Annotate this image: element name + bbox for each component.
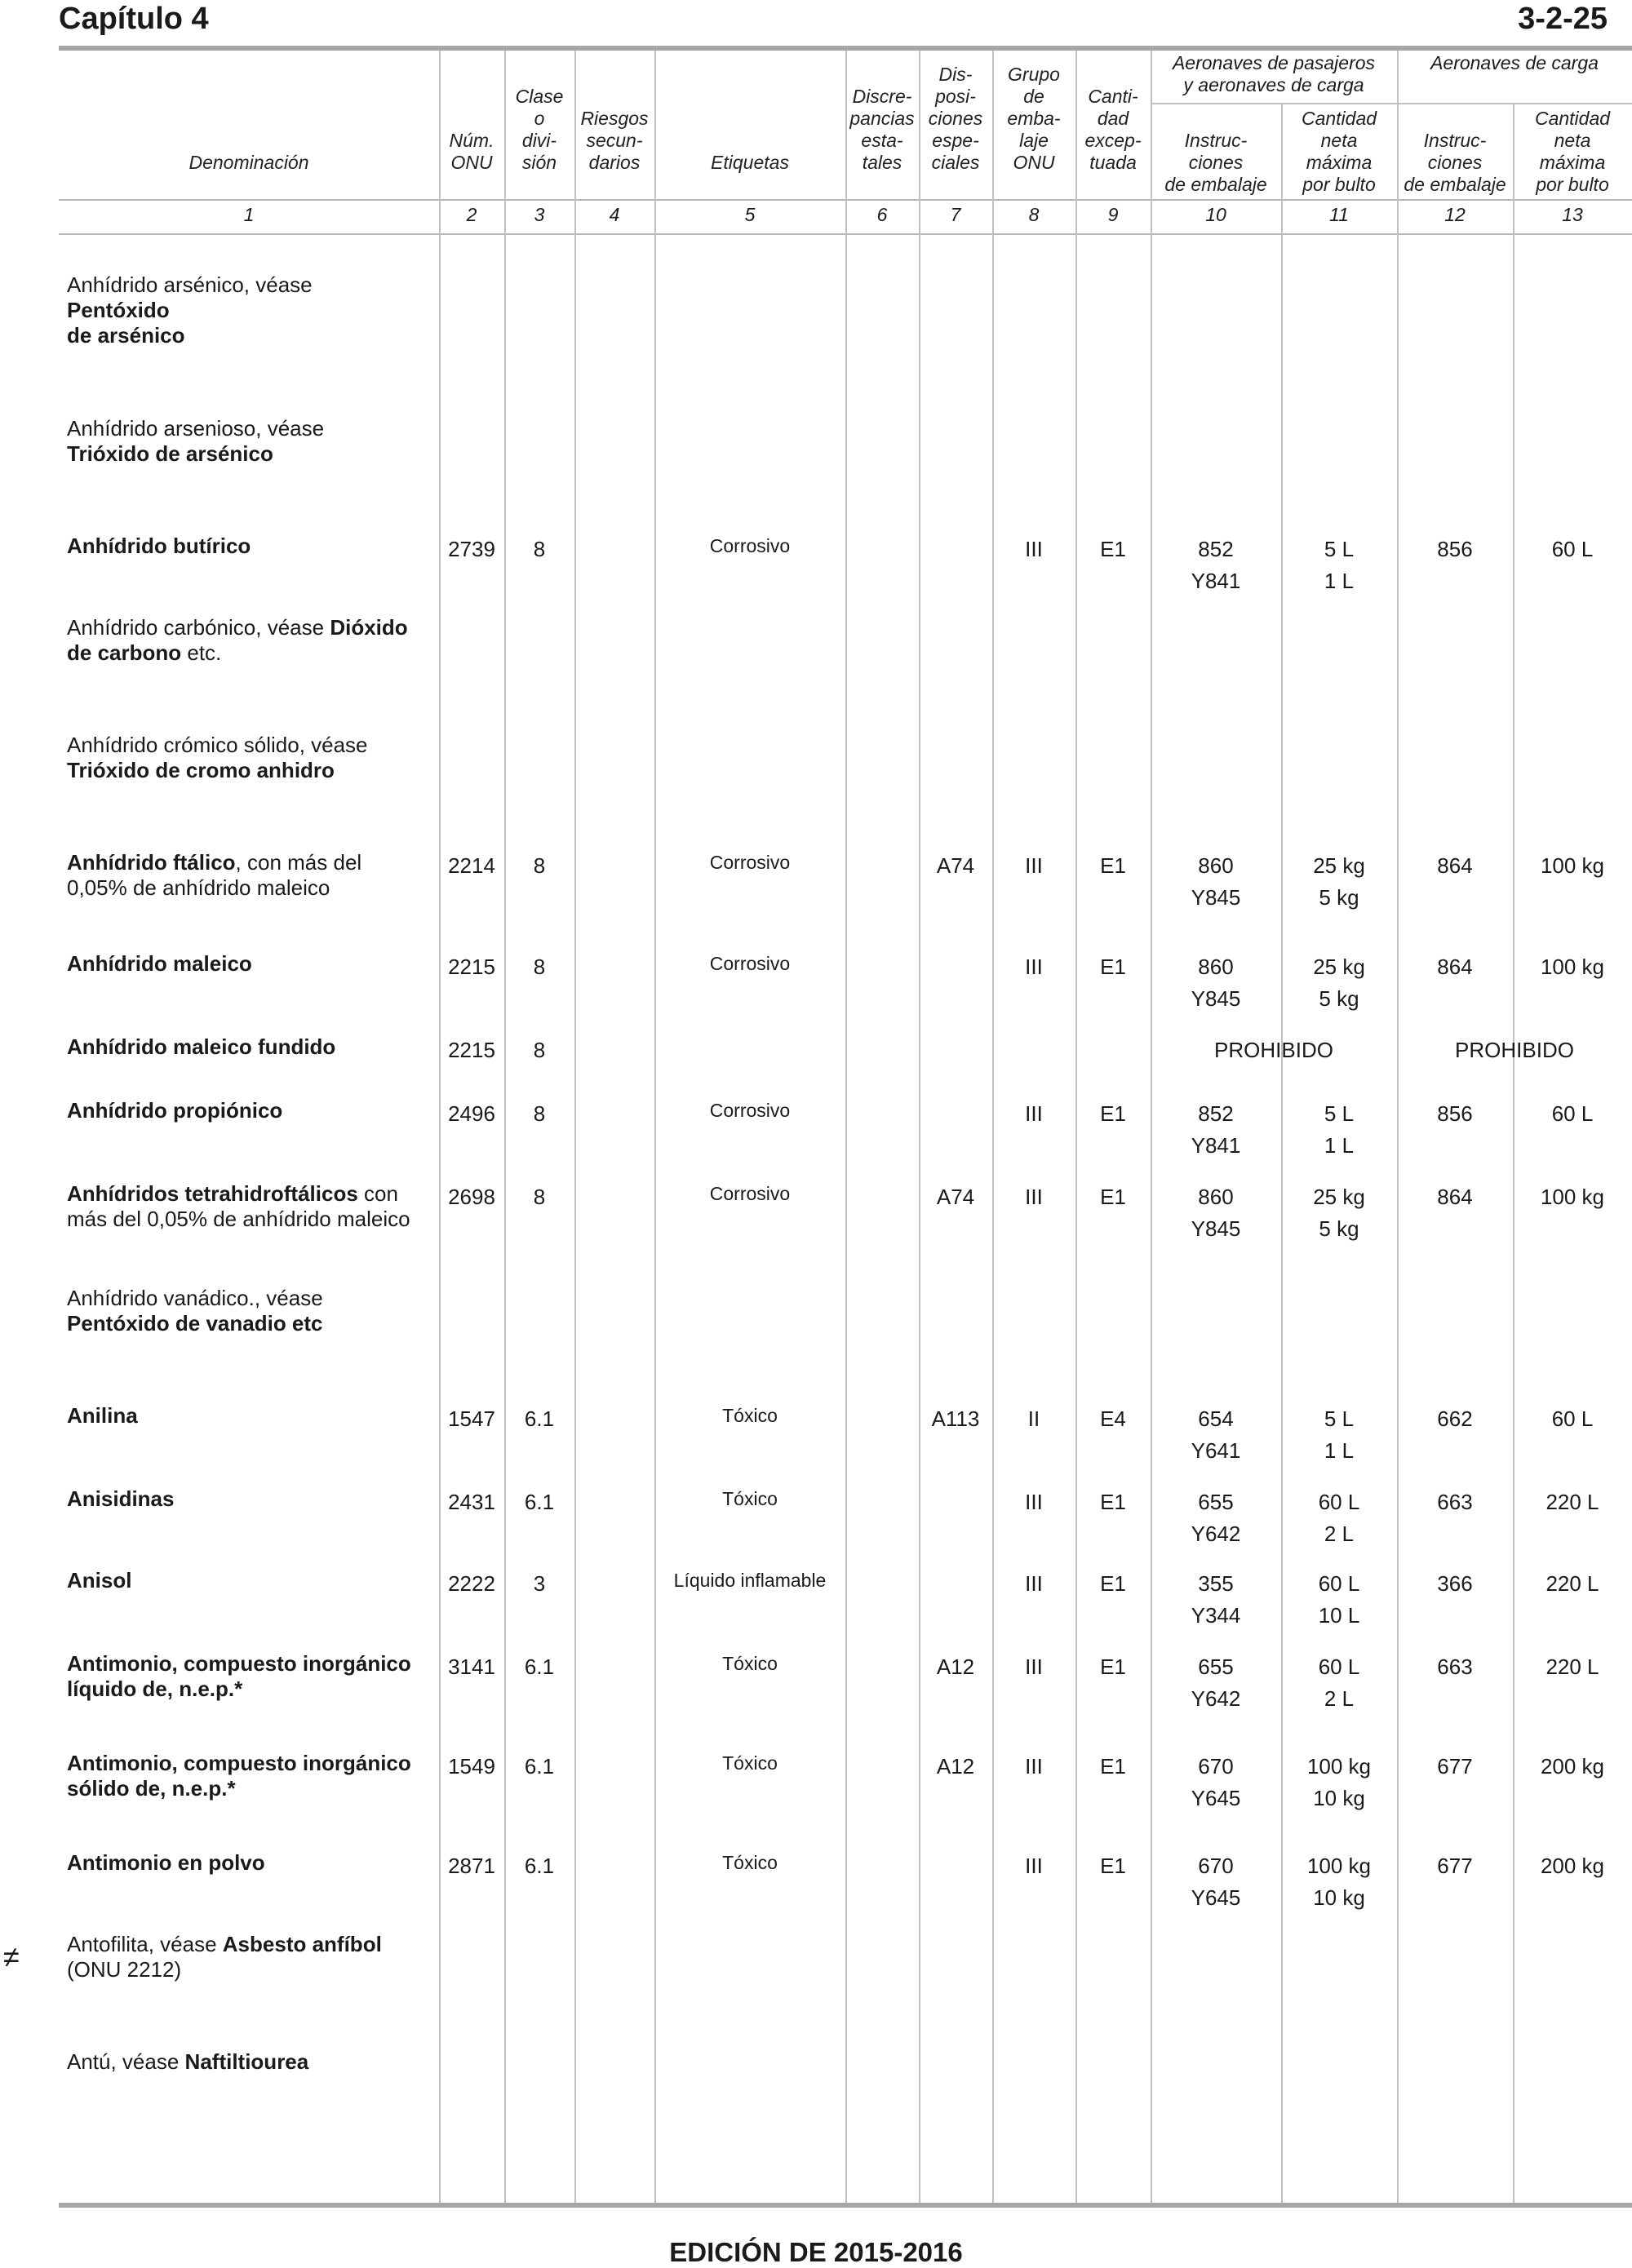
cell-cls: 8 — [533, 1185, 546, 1209]
substance-name — [67, 1286, 442, 1336]
col-divider — [1151, 51, 1152, 2203]
cell-un: 2698 — [448, 1185, 495, 1209]
cell-pg: III — [1025, 537, 1043, 561]
cell-pi1: 670 — [1198, 1854, 1234, 1878]
cell-lbl: Líquido inflamable — [673, 1570, 827, 1591]
cell-pg: III — [1025, 1754, 1043, 1779]
cell-pi2: 864 — [1437, 955, 1473, 979]
cell-lbl: Tóxico — [722, 1752, 778, 1774]
col-divider — [992, 51, 994, 2203]
cell-q2: 60 L — [1551, 1101, 1594, 1126]
col-number: 10 — [1205, 204, 1226, 225]
cell-q2: 220 L — [1546, 1571, 1599, 1596]
cell-un: 2871 — [448, 1854, 495, 1878]
chapter-title: Capítulo 4 — [59, 2, 209, 36]
col-header-disposiciones: Dis- posi- ciones espe- ciales — [928, 64, 983, 173]
name-prefix: Anhídrido carbónico, véase — [67, 615, 330, 640]
substance-name — [67, 1651, 442, 1702]
cell-pi1: 860 — [1198, 1185, 1234, 1209]
col-number: 5 — [744, 204, 756, 225]
cell-eq: E4 — [1100, 1406, 1126, 1431]
group-rule-pasajeros — [1151, 103, 1397, 104]
cell-pi1: 355 — [1198, 1571, 1234, 1596]
cell-pi1b: Y841 — [1191, 1133, 1241, 1158]
cell-pg: III — [1025, 853, 1043, 878]
cell-q2: 60 L — [1551, 537, 1594, 561]
name-bold: Naftiltiourea — [184, 2049, 309, 2074]
cell-pg: III — [1025, 1185, 1043, 1209]
substance-name — [67, 1850, 442, 1876]
group-header-pasajeros: Aeronaves de pasajeros y aeronaves de carga — [1172, 52, 1376, 95]
cell-un: 2739 — [448, 537, 495, 561]
cell-q1b: 5 kg — [1319, 986, 1359, 1011]
cell-q1b: 5 kg — [1319, 1216, 1359, 1241]
substance-name — [67, 1181, 442, 1232]
cell-cls: 8 — [533, 1038, 546, 1062]
name-suffix: con más del 0,05% de anhídrido maleico — [67, 1181, 410, 1231]
cell-pi2: 663 — [1437, 1654, 1473, 1679]
col-header-grupo: Grupo de emba- laje ONU — [1007, 64, 1061, 173]
page-number: 3-2-25 — [1518, 2, 1608, 36]
cell-un: 2222 — [448, 1571, 495, 1596]
col-divider — [654, 51, 656, 2203]
substance-name — [67, 534, 442, 559]
col-divider — [919, 51, 920, 2203]
cell-cls: 8 — [533, 1101, 546, 1126]
cell-pi1: 852 — [1198, 537, 1234, 561]
cell-q1b: 2 L — [1324, 1522, 1355, 1546]
cell-un: 2431 — [448, 1490, 495, 1514]
cell-pg: II — [1027, 1406, 1040, 1431]
cell-un: 2215 — [448, 1038, 495, 1062]
substance-name — [67, 850, 442, 901]
name-prefix: Antofilita, véase — [67, 1932, 223, 1956]
cell-pi2: 856 — [1437, 1101, 1473, 1126]
col-divider — [574, 51, 576, 2203]
name-bold: Anhídrido ftálico — [67, 850, 236, 875]
cell-pi1b: Y845 — [1191, 1216, 1241, 1241]
col-number: 6 — [876, 204, 888, 225]
cell-q1b: 5 kg — [1319, 885, 1359, 910]
cell-lbl: Corrosivo — [709, 535, 791, 556]
name-suffix: etc. — [181, 640, 222, 665]
cell-pi1: 852 — [1198, 1101, 1234, 1126]
col-divider — [439, 51, 441, 2203]
name-bold: Asbesto anfíbol — [222, 1932, 382, 1956]
cell-q2: 100 kg — [1540, 955, 1605, 979]
cell-lbl: Corrosivo — [709, 1183, 791, 1204]
name-prefix: Antú, véase — [67, 2049, 185, 2074]
col-header-instrucciones-2: Instruc- ciones de embalaje — [1404, 130, 1506, 195]
col-number: 2 — [466, 204, 477, 225]
col-number: 7 — [950, 204, 961, 225]
cell-q1: 25 kg — [1313, 1185, 1365, 1209]
name-prefix: Anhídrido crómico sólido, véase — [67, 733, 368, 757]
cell-q2: 100 kg — [1540, 853, 1605, 878]
cell-cls: 8 — [533, 537, 546, 561]
cell-cls: 6.1 — [524, 1490, 555, 1514]
cell-q1b: 10 kg — [1313, 1885, 1365, 1910]
cell-pi1b: Y645 — [1191, 1786, 1241, 1810]
cell-pg: III — [1025, 1571, 1043, 1596]
substance-name — [67, 416, 442, 467]
name-prefix: Anhídrido arsenioso, véase — [67, 416, 325, 441]
cell-cls: 6.1 — [524, 1854, 555, 1878]
col-number: 3 — [534, 204, 545, 225]
name-prefix: Anhídrido arsénico, véase — [67, 272, 313, 297]
cell-pg: III — [1025, 1854, 1043, 1878]
cell-sp: A12 — [936, 1654, 975, 1679]
cell-q1: 60 L — [1318, 1571, 1360, 1596]
substance-name — [67, 1034, 442, 1060]
cell-eq: E1 — [1100, 1101, 1126, 1126]
cell-q1: 60 L — [1318, 1654, 1360, 1679]
cell-eq: E1 — [1100, 1571, 1126, 1596]
col-number: 1 — [243, 204, 255, 225]
cell-eq: E1 — [1100, 1185, 1126, 1209]
cell-lbl: Tóxico — [722, 1405, 778, 1426]
cell-pg: III — [1025, 955, 1043, 979]
name-suffix: , con más del 0,05% de anhídrido maleico — [67, 850, 362, 900]
cell-eq: E1 — [1100, 1490, 1126, 1514]
col-number: 12 — [1444, 204, 1466, 225]
substance-name — [67, 1932, 442, 1982]
cell-pi2: 662 — [1437, 1406, 1473, 1431]
cell-eq: E1 — [1100, 1654, 1126, 1679]
cell-pi1b: Y845 — [1191, 986, 1241, 1011]
cell-q1: 5 L — [1324, 537, 1355, 561]
cell-q2: 100 kg — [1540, 1185, 1605, 1209]
cell-pi1b: Y642 — [1191, 1522, 1241, 1546]
cell-pi1b: Y642 — [1191, 1686, 1241, 1711]
col-number: 4 — [609, 204, 620, 225]
col-divider — [504, 51, 506, 2203]
col-divider — [845, 51, 847, 2203]
name-bold: Trióxido de cromo anhidro — [67, 758, 335, 782]
name-bold: Anhídrido butírico — [67, 534, 251, 558]
cell-un: 2215 — [448, 955, 495, 979]
cell-q1b: 10 L — [1318, 1603, 1360, 1628]
cell-cls: 6.1 — [524, 1654, 555, 1679]
cell-cls: 6.1 — [524, 1406, 555, 1431]
col-header-riesgos: Riesgos secun- darios — [580, 108, 649, 173]
cell-pi2: 864 — [1437, 853, 1473, 878]
name-suffix: (ONU 2212) — [67, 1957, 182, 1982]
cell-pi2: 677 — [1437, 1854, 1473, 1878]
cell-eq: E1 — [1100, 1754, 1126, 1779]
cell-un: 2496 — [448, 1101, 495, 1126]
cell-pi1: 860 — [1198, 853, 1234, 878]
cell-q1b: 1 L — [1324, 1133, 1355, 1158]
cell-lbl: Corrosivo — [709, 852, 791, 873]
col-header-num-onu: Núm. ONU — [449, 130, 494, 173]
cell-un: 1549 — [448, 1754, 495, 1779]
cell-cls: 6.1 — [524, 1754, 555, 1779]
cell-q1b: 10 kg — [1313, 1786, 1365, 1810]
cell-lbl: Corrosivo — [709, 953, 791, 974]
cell-cls: 8 — [533, 955, 546, 979]
name-bold: Anhídrido maleico — [67, 951, 252, 976]
cell-eq: E1 — [1100, 537, 1126, 561]
col-header-cantidad-2: Cantidad neta máxima por bulto — [1534, 108, 1611, 195]
name-bold: Anhídrido maleico fundido — [67, 1034, 336, 1059]
substance-name — [67, 733, 442, 783]
name-bold: Anilina — [67, 1403, 138, 1428]
name-bold: Pentóxido de vanadio etc — [67, 1311, 323, 1336]
cell-q1: 25 kg — [1313, 955, 1365, 979]
edition-footer: EDICIÓN DE 2015-2016 — [669, 2237, 963, 2267]
name-bold: Anhídrido propiónico — [67, 1098, 283, 1123]
name-bold: Pentóxido de arsénico — [67, 298, 185, 348]
name-prefix: Anhídrido vanádico., véase — [67, 1286, 323, 1310]
cell-pi2: 864 — [1437, 1185, 1473, 1209]
cell-cls: 8 — [533, 853, 546, 878]
cell-q1: 5 L — [1324, 1406, 1355, 1431]
col-header-denominacion: Denominación — [188, 152, 309, 173]
cell-sp: A74 — [936, 1185, 975, 1209]
cell-q2: 200 kg — [1540, 1754, 1605, 1779]
cell-pi1: 655 — [1198, 1654, 1234, 1679]
name-bold: Anhídridos tetrahidroftálicos — [67, 1181, 358, 1206]
cell-pi2: 856 — [1437, 537, 1473, 561]
cell-pi1: 655 — [1198, 1490, 1234, 1514]
substance-name — [67, 1486, 442, 1512]
cell-lbl: Tóxico — [722, 1653, 778, 1674]
substance-name — [67, 1751, 442, 1801]
name-bold: Anisidinas — [67, 1486, 175, 1511]
forbidden-cargo: PROHIBIDO — [1455, 1038, 1574, 1062]
col-header-instrucciones-1: Instruc- ciones de embalaje — [1164, 130, 1267, 195]
col-divider — [1075, 51, 1077, 2203]
cell-pg: III — [1025, 1654, 1043, 1679]
cell-pi1: 670 — [1198, 1754, 1234, 1779]
col-number: 13 — [1562, 204, 1583, 225]
col-number: 9 — [1107, 204, 1119, 225]
cell-pi1b: Y641 — [1191, 1438, 1241, 1463]
col-header-cantidad-exceptuada: Canti- dad excep- tuada — [1084, 86, 1142, 173]
cell-lbl: Tóxico — [722, 1488, 778, 1509]
col-header-clase: Clase o divi- sión — [515, 86, 564, 173]
cell-sp: A12 — [936, 1754, 975, 1779]
cell-pi1: 654 — [1198, 1406, 1234, 1431]
cell-lbl: Corrosivo — [709, 1100, 791, 1121]
cell-pg: III — [1025, 1490, 1043, 1514]
group-header-carga: Aeronaves de carga — [1430, 52, 1599, 73]
cell-sp: A74 — [936, 853, 975, 878]
cell-q1: 100 kg — [1306, 1854, 1372, 1878]
cell-pi1: 860 — [1198, 955, 1234, 979]
cell-q2: 200 kg — [1540, 1854, 1605, 1878]
cell-pi1b: Y845 — [1191, 885, 1241, 910]
col-number: 8 — [1028, 204, 1040, 225]
cell-un: 1547 — [448, 1406, 495, 1431]
cell-q1: 60 L — [1318, 1490, 1360, 1514]
name-bold: Dióxido de carbono — [67, 615, 408, 665]
bottom-rule — [59, 2203, 1632, 2208]
substance-name — [67, 615, 442, 666]
cell-q1b: 1 L — [1324, 569, 1355, 593]
cell-pi1b: Y344 — [1191, 1603, 1241, 1628]
name-bold: Anisol — [67, 1568, 132, 1592]
cell-q1: 5 L — [1324, 1101, 1355, 1126]
name-bold: Trióxido de arsénico — [67, 441, 273, 466]
cell-un: 2214 — [448, 853, 495, 878]
cell-q1b: 1 L — [1324, 1438, 1355, 1463]
cell-q2: 220 L — [1546, 1654, 1599, 1679]
cell-eq: E1 — [1100, 1854, 1126, 1878]
cell-q2: 220 L — [1546, 1490, 1599, 1514]
cell-pi1b: Y645 — [1191, 1885, 1241, 1910]
col-header-discrepancias: Discre- pancias esta- tales — [849, 86, 915, 173]
change-marker: ≠ — [3, 1940, 20, 1973]
cell-q2: 60 L — [1551, 1406, 1594, 1431]
substance-name — [67, 2049, 442, 2075]
substance-name — [67, 1098, 442, 1123]
name-bold: Antimonio, compuesto inorgánico líquido de, n.e.p.* — [67, 1651, 411, 1701]
substance-name — [67, 272, 442, 348]
name-bold: Antimonio, compuesto inorgánico sólido de, n.e.p.* — [67, 1751, 411, 1801]
substance-name — [67, 1568, 442, 1593]
cell-q1b: 2 L — [1324, 1686, 1355, 1711]
group-rule-carga — [1399, 103, 1632, 104]
col-header-etiquetas: Etiquetas — [711, 152, 789, 173]
cell-lbl: Tóxico — [722, 1852, 778, 1873]
col-divider — [1513, 104, 1514, 2203]
cell-pg: III — [1025, 1101, 1043, 1126]
name-bold: Antimonio en polvo — [67, 1850, 265, 1875]
cell-q1: 25 kg — [1313, 853, 1365, 878]
forbidden-passenger: PROHIBIDO — [1214, 1038, 1333, 1062]
cell-sp: A113 — [931, 1406, 980, 1431]
col-header-cantidad-1: Cantidad neta máxima por bulto — [1301, 108, 1377, 195]
col-divider — [1397, 51, 1399, 2203]
cell-un: 3141 — [448, 1654, 495, 1679]
cell-eq: E1 — [1100, 955, 1126, 979]
cell-pi2: 663 — [1437, 1490, 1473, 1514]
cell-q1: 100 kg — [1306, 1754, 1372, 1779]
substance-name — [67, 951, 442, 977]
cell-pi2: 677 — [1437, 1754, 1473, 1779]
cell-eq: E1 — [1100, 853, 1126, 878]
cell-cls: 3 — [533, 1571, 546, 1596]
cell-pi2: 366 — [1437, 1571, 1473, 1596]
col-number: 11 — [1329, 204, 1349, 225]
substance-name — [67, 1403, 442, 1429]
cell-pi1b: Y841 — [1191, 569, 1241, 593]
